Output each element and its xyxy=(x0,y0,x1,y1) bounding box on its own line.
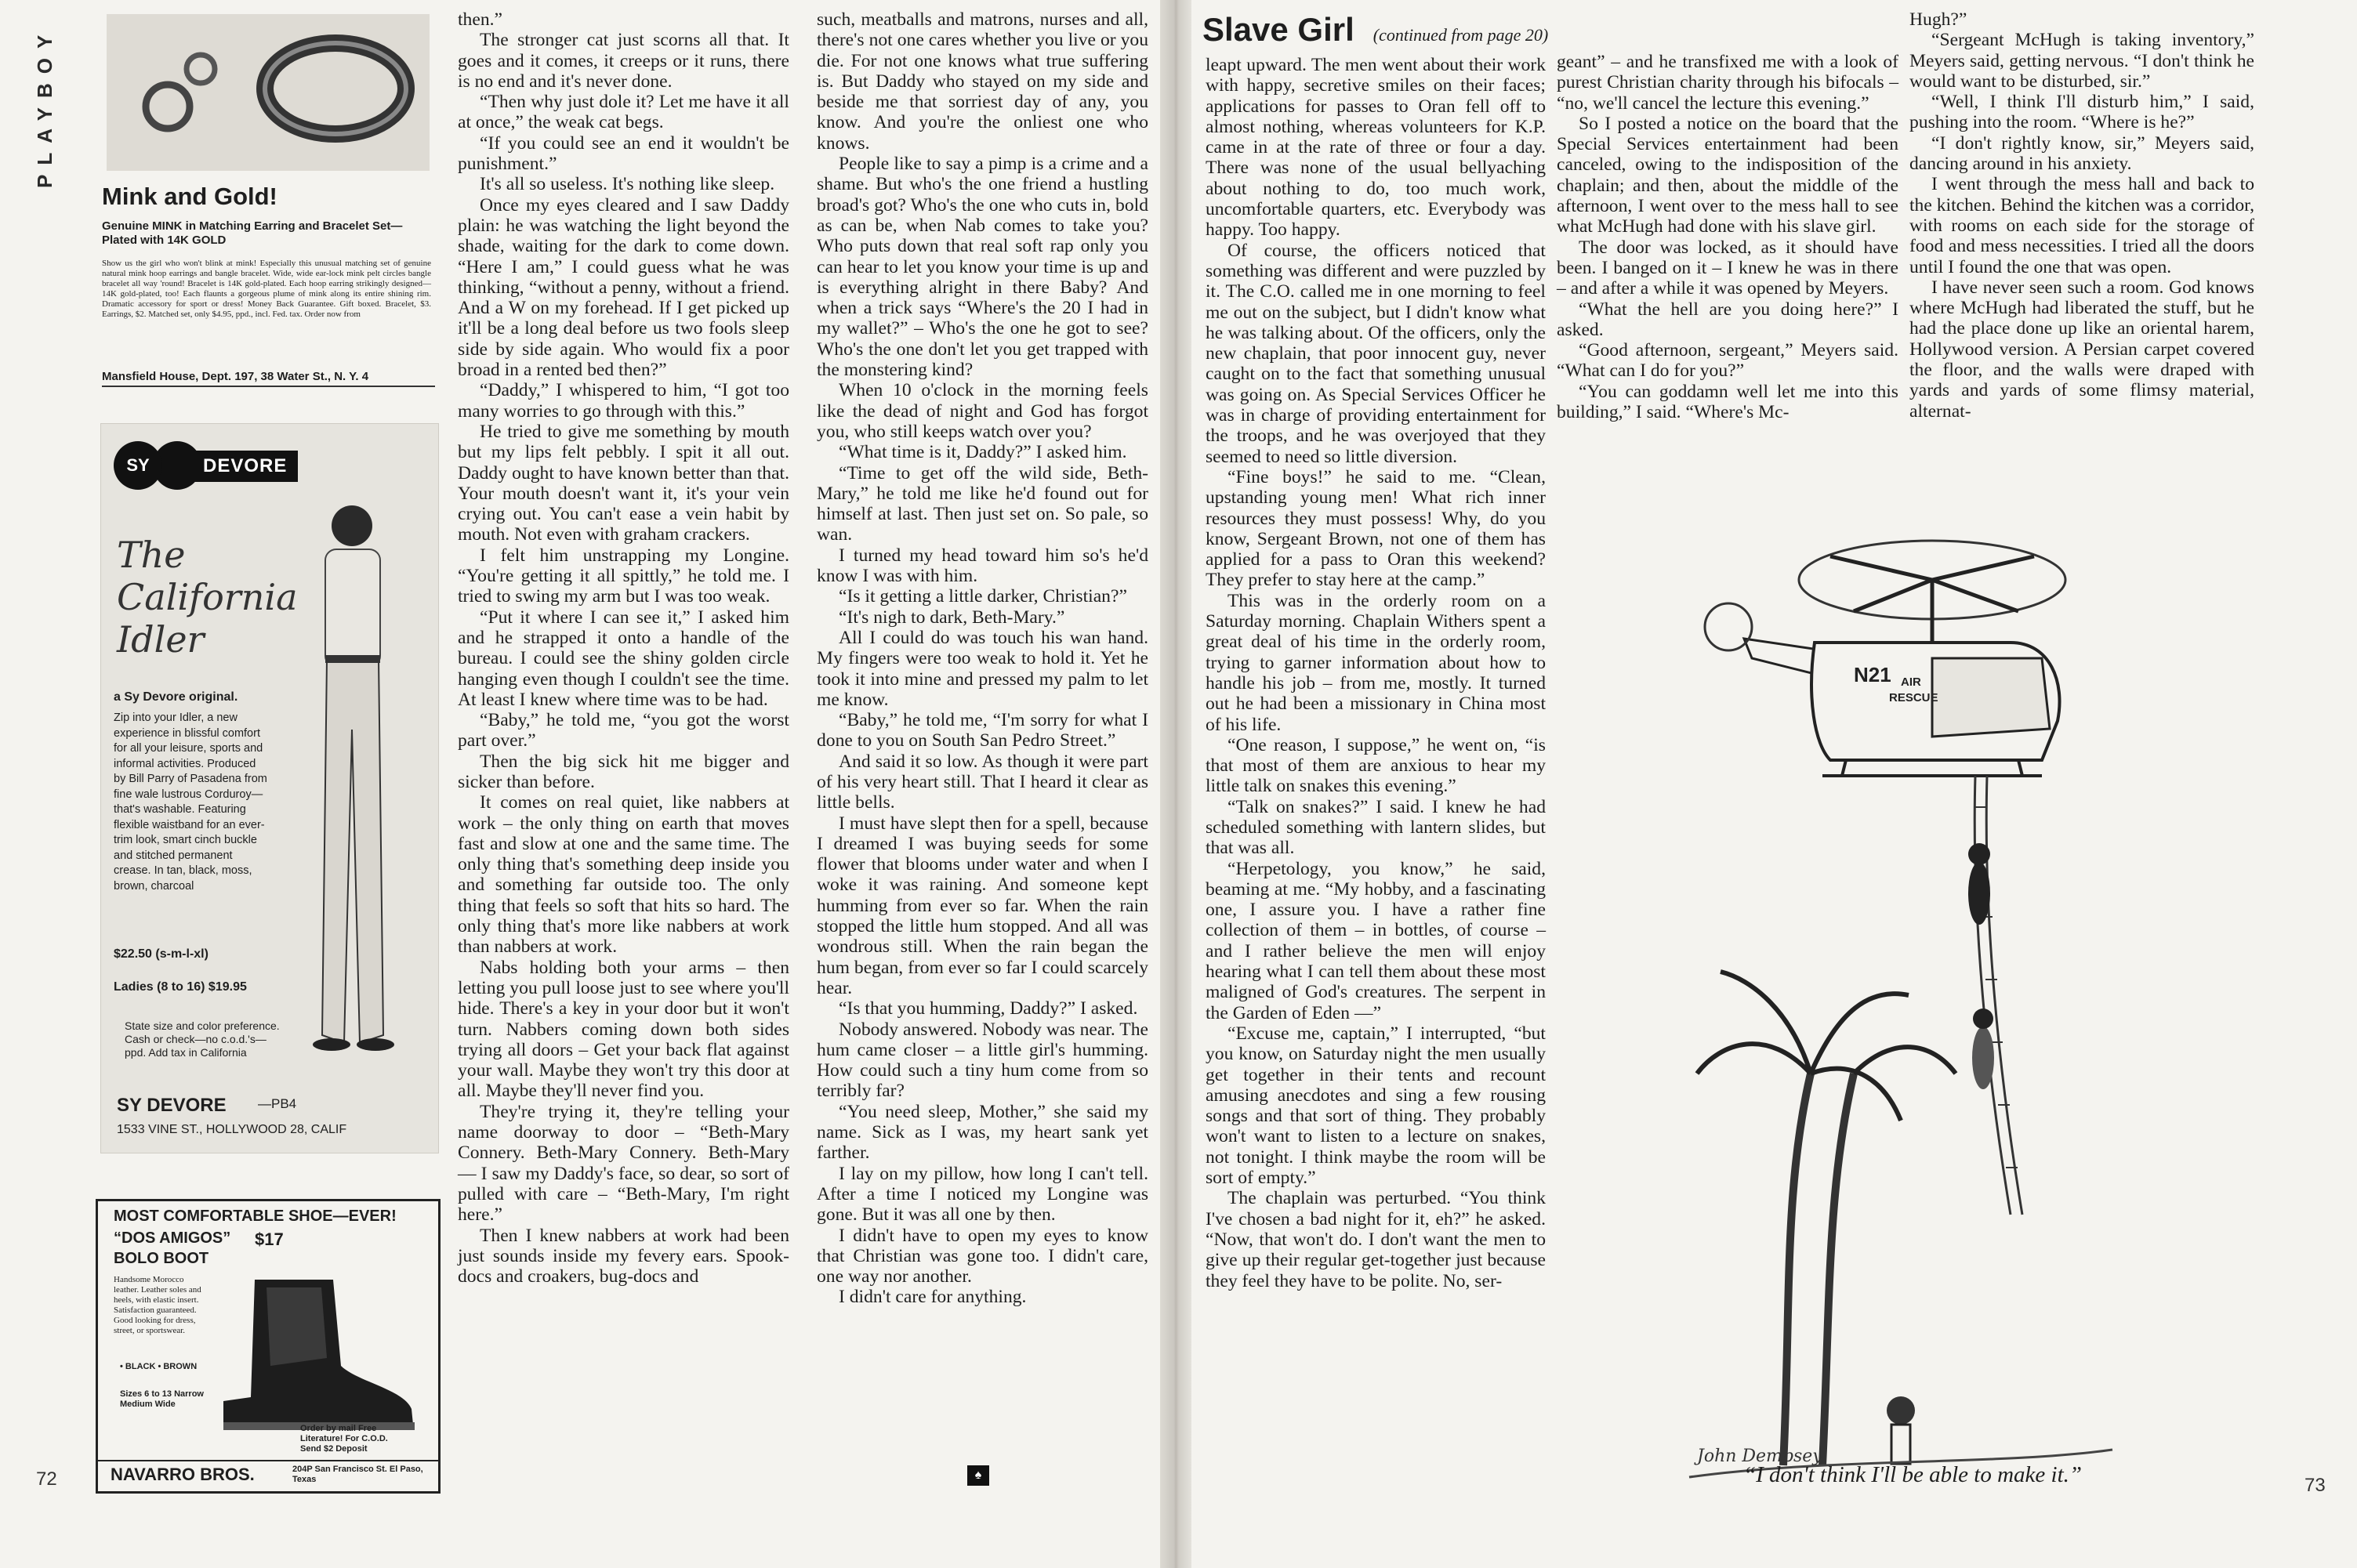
story-right-column-1 xyxy=(1206,55,1546,1489)
devore-price: $22.50 (s-m-l-xl) xyxy=(114,947,209,961)
logo-devore: DEVORE xyxy=(186,451,298,482)
mink-ad xyxy=(102,14,435,383)
mink-ad-title: Mink and Gold! xyxy=(102,183,277,210)
story-paragraph: And said it so low. As though it were part of his very heart still. That I heard it clear as little bells. xyxy=(817,751,1148,813)
story-paragraph: So I posted a notice on the board that the Special Services entertainment had been canceled, owing to the indisposition of the chaplain; and then, about the middle of the afternoon, I went over to the mess hall to see what McHugh had done with his slave girl. xyxy=(1557,113,1898,237)
story-paragraph: He tried to give me something by mouth but my lips felt pebbly. I spit it all out. Daddy ought to have known better than that. Your mouth doesn't want it, it's your vein crying out. You can't ease a vein habit by mouth. Not even with graham crackers. xyxy=(458,421,789,545)
story-paragraph: “I don't rightly know, sir,” Meyers said, dancing around in his anxiety. xyxy=(1909,132,2254,175)
devore-address: 1533 VINE ST., HOLLYWOOD 28, CALIF xyxy=(117,1123,347,1136)
navarro-mail-order: Order by mail Free Literature! For C.O.D. Send $2 Deposit xyxy=(300,1424,388,1454)
left-page xyxy=(0,0,1160,1568)
story-paragraph: I didn't have to open my eyes to know that Christian was gone too. I didn't care, one way nor another. xyxy=(817,1225,1148,1287)
story-paragraph: Hugh?” xyxy=(1909,9,1967,30)
mink-ad-subtitle: Genuine MINK in Matching Earring and Bracelet Set—Plated with 14K GOLD xyxy=(102,219,403,247)
story-paragraph: “Excuse me, captain,” I interrupted, “but you know, on Saturday night the men usually get together in their tents and recount amusing anecdotes and sing a few rousing songs and that sort of thing. They probably won't want to listen to a lecture on snakes, not tonight. I think maybe the room will be sort of empty.” xyxy=(1206,1023,1546,1189)
helicopter-cartoon xyxy=(1673,525,2128,1489)
story-right-column-3 xyxy=(1909,9,2254,480)
logo-sy: SY xyxy=(114,441,162,490)
navarro-colors: • BLACK • BROWN xyxy=(120,1362,198,1371)
story-left-column-1 xyxy=(458,9,789,1489)
navarro-sizes: Sizes 6 to 13 Narrow Medium Wide xyxy=(120,1389,204,1409)
story-paragraph: Nobody answered. Nobody was near. The hum came closer – a little girl's humming. How could such a tiny hum come from so terribly far? xyxy=(817,1019,1148,1102)
story-paragraph: leapt upward. The men went about their work with happy, secretive smiles on their faces; applications for passes to Oran fell off to almost nothing, whereas volunteers for K.P. came in at the rate of three or four a day. There was none of the usual bellyaching about nothing to do, too much work, uncomfortable quarters, etc. Everybody was happy. Too happy. xyxy=(1206,55,1546,241)
story-paragraph: geant” – and he transfixed me with a look of purest Christian charity through his bifocals – “no, we'll cancel the lecture this evening.” xyxy=(1557,52,1898,114)
heli-label-rescue: RESCUE xyxy=(1889,691,1938,704)
ad-divider xyxy=(102,386,435,387)
navarro-address: 204P San Francisco St. El Paso, Texas xyxy=(292,1465,423,1484)
story-paragraph: “What the hell are you doing here?” I asked. xyxy=(1557,299,1898,340)
devore-ladies-price: Ladies (8 to 16) $19.95 xyxy=(114,980,247,994)
story-paragraph: I have never seen such a room. God knows where McHugh had liberated the stuff, but he had the place done up like an oriental harem, Hollywood version. A Persian carpet covered the floor, and the walls were draped with yards and yards of some flimsy material, alternat- xyxy=(1909,277,2254,422)
story-right-column-2 xyxy=(1557,52,1898,491)
story-heading xyxy=(1202,11,1548,49)
heli-label-air: AIR xyxy=(1901,675,1921,689)
story-paragraph: “Sergeant McHugh is taking inventory,” Meyers said, getting nervous. “I don't think he would want to be disturbed, sir.” xyxy=(1909,30,2254,92)
story-continued-note: (continued from page 20) xyxy=(1372,25,1549,45)
devore-origin: a Sy Devore original. xyxy=(114,690,238,704)
right-page xyxy=(1191,0,2357,1568)
story-paragraph: I lay on my pillow, how long I can't tell. After a time I noticed my Longine was gone. But it was all one by then. xyxy=(817,1163,1148,1226)
story-paragraph: “Is that you humming, Daddy?” I asked. xyxy=(839,998,1138,1019)
story-paragraph: Of course, the officers noticed that something was different and were puzzled by it. The C.O. called me in one morning to feel me out on the subject, but I didn't know what he was talking about. Of the officers, only the new chaplain, that poor innocent guy, never caught on to the fact that something unusual was going on. As Special Services Officer he was in charge of providing entertainment for the troops, and he was overjoyed that they seemed to need so little diversion. xyxy=(1206,240,1546,467)
playboy-bunny-icon: ♠ xyxy=(967,1465,989,1486)
story-paragraph: It comes on real quiet, like nabbers at work – the only thing on earth that moves fast and slow at one and the same time. The only thing that's something deep inside you and something far outside too. The only thing that feels so soft that hits so hard. The only thing that's more like nabbers at work than nabbers at work. xyxy=(458,792,789,958)
story-paragraph: “It's nigh to dark, Beth-Mary.” xyxy=(839,607,1065,628)
mink-ad-body: Show us the girl who won't blink at mink! Especially this unusual matching set of genuine natural mink hoop earrings and bangle bracelet. Wide, wide ear-lock mink pelt circles bangle bracelet all way 'round! Bracelet is 14K gold-plated. Each hoop earring strikingly designed—14K gold-plated, too! Each flaunts a gorgeous plume of mink along its entire shining rim. Dramatic accessory for sport or dress! Money Back Guarantee. Gift boxed. Bracelet, $3. Earrings, $2. Matched set, only $4.95, ppd., incl. Fed. tax. Order now from xyxy=(102,259,431,319)
page-number-right: 73 xyxy=(2304,1475,2326,1496)
story-title: Slave Girl xyxy=(1202,11,1354,48)
navarro-headline: MOST COMFORTABLE SHOE—EVER! xyxy=(114,1208,397,1225)
navarro-description: Handsome Morocco leather. Leather soles and heels, with elastic insert. Satisfaction guaranteed. Good looking for dress, street, or sportswear. xyxy=(114,1275,201,1335)
cartoonist-signature: John Dempsey xyxy=(1697,1447,1822,1466)
story-paragraph: It's all so useless. It's nothing like sleep. xyxy=(480,174,775,195)
navarro-brand: NAVARRO BROS. xyxy=(111,1465,255,1484)
devore-order-terms: State size and color preference. Cash or check—no c.o.d.'s—ppd. Add tax in California xyxy=(125,1019,280,1059)
devore-description: Zip into your Idler, a new experience in blissful comfort for all your leisure, sports and informal activities. Produced by Bill Parry of Pasadena from fine wale lustrous Corduroy—that's washable. Featuring flexible waistband for an ever-trim look, smart cinch buckle and stitched permanent crease. In tan, black, moss, brown, charcoal xyxy=(114,712,267,893)
navarro-product: “DOS AMIGOS” xyxy=(114,1229,231,1247)
story-paragraph: “You can goddamn well let me into this building,” I said. “Where's Mc- xyxy=(1557,381,1898,423)
binding-gutter xyxy=(1160,0,1191,1568)
story-paragraph: The door was locked, as it should have been. I banged on it – I knew he was in there – and after a while it was opened by Meyers. xyxy=(1557,237,1898,299)
story-paragraph: “Put it where I can see it,” I asked him and he strapped it onto a handle of the bureau. I could see the shiny golden circle hanging even though I couldn't see the time. At least I knew where time was to be had. xyxy=(458,607,789,710)
mink-jewelry-photo xyxy=(107,14,430,171)
story-paragraph: I felt him unstrapping my Longine. “You're getting it all spittly,” he told me. I tried to swing my arm but I was too weak. xyxy=(458,545,789,607)
heli-number: N21 xyxy=(1854,663,1891,686)
story-paragraph: “Is it getting a little darker, Christian?” xyxy=(839,586,1127,607)
story-paragraph: “Well, I think I'll disturb him,” I said, pushing into the room. “Where is he?” xyxy=(1909,92,2254,133)
story-paragraph: “Talk on snakes?” I said. I knew he had scheduled something with lantern slides, but that was all. xyxy=(1206,796,1546,859)
story-paragraph: The chaplain was perturbed. “You think I've chosen a bad night for it, eh?” he asked. “Now, that won't do. I don't want the men to give up their regular get-together just because they feel they have to be polite. No, ser- xyxy=(1206,1188,1546,1291)
mink-ad-address: Mansfield House, Dept. 197, 38 Water St., N. Y. 4 xyxy=(102,370,369,383)
navarro-boot-ad xyxy=(96,1199,441,1494)
story-paragraph: Then I knew nabbers at work had been just sounds inside my fevery ears. Spook-docs and croakers, bug-docs and xyxy=(458,1225,789,1287)
navarro-model: BOLO BOOT xyxy=(114,1250,209,1267)
story-paragraph: “Baby,” he told me, “I'm sorry for what I done to you on South San Pedro Street.” xyxy=(817,710,1148,751)
story-paragraph: “What time is it, Daddy?” I asked him. xyxy=(839,442,1127,463)
story-paragraph: I didn't care for anything. xyxy=(839,1287,1027,1308)
story-paragraph: “Daddy,” I whispered to him, “I got too many worries to go through with this.” xyxy=(458,380,789,422)
cartoon-caption: “I don't think I'll be able to make it.” xyxy=(1742,1462,2083,1487)
story-paragraph: The stronger cat just scorns all that. It goes and it comes, it creeps or it runs, there is no end and it's never done. xyxy=(458,30,789,92)
story-paragraph: Then the big sick hit me bigger and sicker than before. xyxy=(458,751,789,792)
story-left-column-2 xyxy=(817,9,1148,1459)
story-paragraph: such, meatballs and matrons, nurses and all, there's not one cares whether you live or you die. For not one knows what true suffering is. But Daddy who stayed on my side and beside me that sorriest day of any, you know. And you're the onliest one who knows. xyxy=(817,9,1148,154)
story-paragraph: I must have slept then for a spell, because I dreamed I was buying seeds for some flower that blooms under water and when I woke it was raining. And someone kept humming from ever so far. When the rain stopped the little hum stopped. And all was wondrous still. When the rain began the hum began, from ever so far I could scarcely hear. xyxy=(817,813,1148,998)
navarro-price: $17 xyxy=(255,1229,284,1249)
story-paragraph: I went through the mess hall and back to the kitchen. Behind the kitchen was a corridor, with rooms on each side for the storage of food and mess necessities. I tried all the doors until I found the one that was open. xyxy=(1909,174,2254,277)
story-paragraph: People like to say a pimp is a crime and a shame. But who's the one friend a hustling broad's got? Who's the one who cuts in, bold as can be, when Nab comes to take you? Who puts down that real soft rap only you can hear to let you know your time is up and is everything alright in there Baby? And when a trick says “Where's the 20 I had in my wallet?” – Who's the one he got to see? Who's the one don't let you get trapped with the monstering kind? xyxy=(817,154,1148,381)
story-paragraph: Once my eyes cleared and I saw Daddy plain: he was watching the light beyond the shade, waiting for the dark to come down. “Here I am,” I could guess what he was thinking, “without a penny, without a friend. And a W on my forehead. If I get picked up it'll be a long deal before us two fools sleep side by side again. Who would fix a poor broad in a rented bed then?” xyxy=(458,194,789,381)
running-head: PLAYBOY xyxy=(33,25,56,188)
story-paragraph: then.” xyxy=(458,9,502,30)
story-paragraph: “One reason, I suppose,” he went on, “is that most of them are anxious to hear my little talk on snakes this evening.” xyxy=(1206,734,1546,797)
story-paragraph: “You need sleep, Mother,” she said my name. Sick as I was, my heart sank yet farther. xyxy=(817,1101,1148,1164)
story-paragraph: I turned my head toward him so's he'd know I was with him. xyxy=(817,545,1148,587)
devore-code: —PB4 xyxy=(258,1096,297,1111)
story-paragraph: “Herpetology, you know,” he said, beaming at me. “My hobby, and a fascinating one, I assure you. I have a rather fine collection of them – in bottles, of course – and I rather believe the men will enjoy hearing what I can tell them about these most maligned of God's creatures. The serpent in the Garden of Eden —” xyxy=(1206,858,1546,1023)
navarro-footer xyxy=(98,1460,438,1484)
story-paragraph: “Then why just dole it? Let me have it all at once,” the weak cat begs. xyxy=(458,92,789,133)
story-paragraph: “Good afternoon, sergeant,” Meyers said. “What can I do for you?” xyxy=(1557,340,1898,382)
california-idler-title: The California Idler xyxy=(117,534,298,661)
story-paragraph: This was in the orderly room on a Saturday morning. Chaplain Withers spent a great deal of his time in the orderly room, trying to garner information about how to handle his job – from me, mostly. It turned out he had been a missionary in China most of his life. xyxy=(1206,590,1546,735)
story-paragraph: “If you could see an end it wouldn't be punishment.” xyxy=(458,132,789,175)
man-in-trousers-illustration xyxy=(274,494,430,1059)
sy-devore-ad xyxy=(100,423,439,1153)
story-paragraph: Nabs holding both your arms – then letting you pull loose just to see where you'll hide. There's a key in your door but it won't turn. Nabbers coming down both sides trying all doors – Get your back flat against your wall. Maybe they won't try this door at all. Maybe they'll never find you. xyxy=(458,957,789,1102)
devore-name: SY DEVORE xyxy=(117,1095,227,1116)
story-paragraph: “Baby,” he told me, “you got the worst part over.” xyxy=(458,710,789,751)
story-paragraph: All I could do was touch his wan hand. My fingers were too weak to hold it. Yet he took it into mine and pressed my palm to let me know. xyxy=(817,627,1148,710)
story-paragraph: When 10 o'clock in the morning feels like the dead of night and God has forgot you, who still keeps watch over you? xyxy=(817,380,1148,442)
story-paragraph: “Time to get off the wild side, Beth-Mary,” he told me like he'd found out for himself at last. Then just set on. So pale, so wan. xyxy=(817,462,1148,545)
page-number-left: 72 xyxy=(36,1468,57,1490)
story-paragraph: They're trying it, they're telling your name doorway to door – “Beth-Mary Connery. Beth-Mary Connery. Beth-Mary — I saw my Daddy's face, so dear, so sort of pulled with care – “Beth-Mary, I'm right here.” xyxy=(458,1101,789,1226)
sy-devore-logo xyxy=(114,441,372,496)
story-paragraph: “Fine boys!” he said to me. “Clean, upstanding young men! What rich inner resources they must possess! Why, do you know, Sergeant Brown, not one of them has applied for a pass to Oran this weekend? They prefer to stay here at the camp.” xyxy=(1206,466,1546,591)
